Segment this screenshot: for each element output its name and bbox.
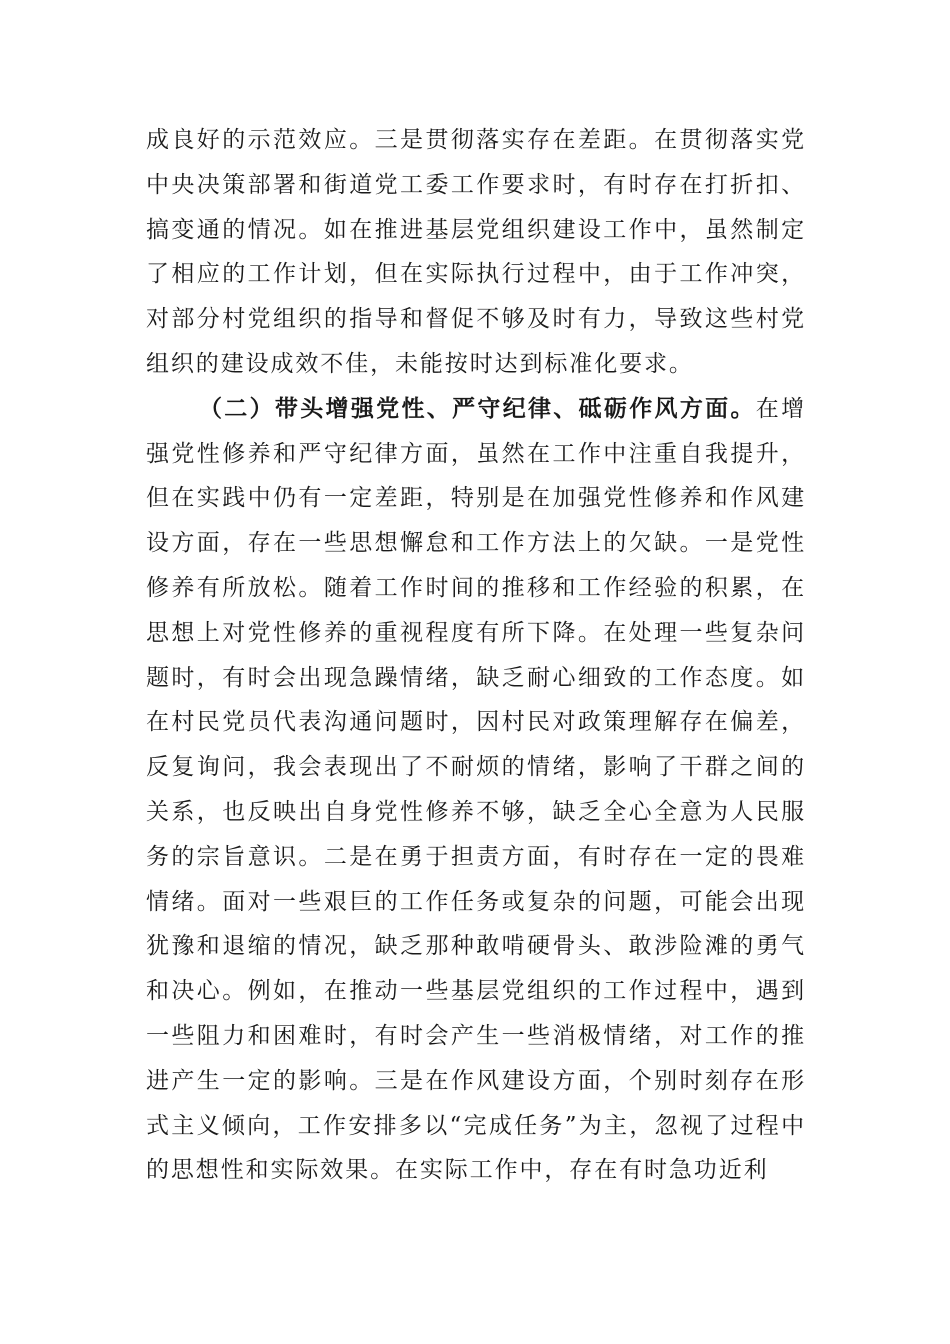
section-body-text: 在增强党性修养和严守纪律方面，虽然在工作中注重自我提升，但在实践中仍有一定差距，特别是在加强党性修养和作风建设方面，存在一些思想懈怠和工作方法上的欠缺。一是党性修养有所放松。随着工作时间的推移和工作经验的积累，在思想上对党性修养的重视程度有所下降。在处理一些复杂问题时，有时会出现急躁情绪，缺乏耐心细致的工作态度。如在村民党员代表沟通问题时，因村民对政策理解存在偏差，反复询问，我会表现出了不耐烦的情绪，影响了干群之间的关系，也反映出自身党性修养不够，缺乏全心全意为人民服务的宗旨意识。二是在勇于担责方面，有时存在一定的畏难情绪。面对一些艰巨的工作任务或复杂的问题，可能会出现犹豫和退缩的情况，缺乏那种敢啃硬骨头、敢涉险滩的勇气和决心。例如，在推动一些基层党组织的工作过程中，遇到一些阻力和困难时，有时会产生一些消极情绪，对工作的推进产生一定的影响。三是在作风建设方面，个别时刻存在形式主义倾向，工作安排多以“完成任务”为主，忽视了过程中的思想性和实际效果。在实际工作中，存在有时急功近利 — [146, 395, 806, 1184]
section-heading: （二）带头增强党性、严守纪律、砥砺作风方面。 — [199, 394, 756, 422]
paragraph-continuation: 成良好的示范效应。三是贯彻落实存在差距。在贯彻落实党中央决策部署和街道党工委工作要求时，有时存在打折扣、搞变通的情况。如在推进基层党组织建设工作中，虽然制定了相应的工作计划，但在实际执行过程中，由于工作冲突，对部分村党组织的指导和督促不够及时有力，导致这些村党组织的建设成效不佳，未能按时达到标准化要求。 — [146, 127, 806, 377]
document-body — [146, 118, 806, 1193]
paragraph-section-two — [146, 387, 806, 1193]
